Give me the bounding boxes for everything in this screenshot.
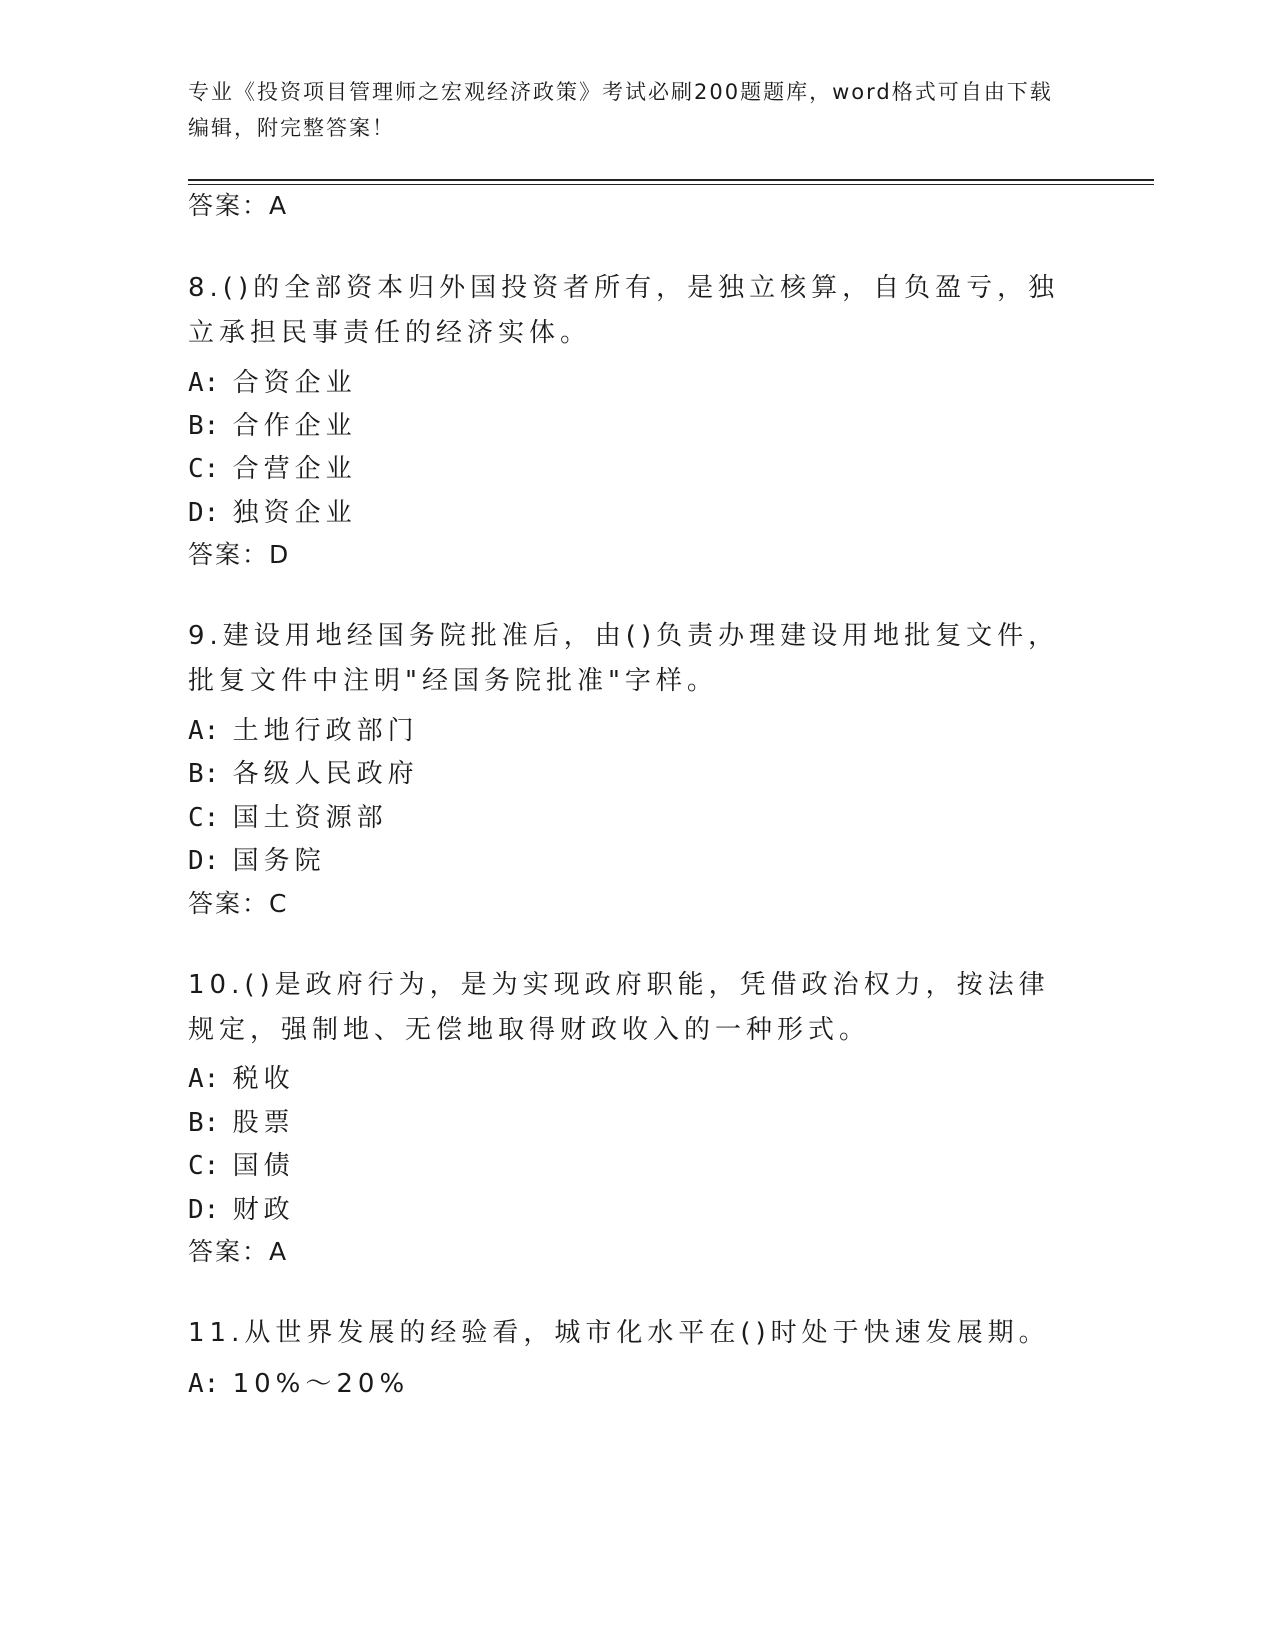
option-text: 土地行政部门 — [232, 716, 419, 746]
option-text: 合资企业 — [232, 368, 357, 398]
question-11-option-a — [188, 1363, 409, 1400]
question-9-option-a — [188, 710, 419, 747]
question-9-text: 9.建设用地经国务院批准后，由()负责办理建设用地批复文件，批复文件中注明"经国务院批准"字样。 — [188, 621, 1060, 696]
question-9-option-d — [188, 840, 326, 877]
question-10-text: 10.()是政府行为，是为实现政府职能，凭借政治权力，按法律规定，强制地、无偿地取得财政收入的一种形式。 — [188, 970, 1050, 1045]
answer-previous: 答案：A — [188, 191, 289, 220]
option-text: 国务院 — [232, 846, 326, 876]
question-10-option-d — [188, 1189, 295, 1226]
option-text: 各级人民政府 — [232, 759, 419, 789]
question-9-option-c — [188, 797, 388, 834]
question-10-answer: 答案：A — [188, 1237, 289, 1266]
option-text: 财政 — [232, 1195, 295, 1225]
option-key: D: — [188, 498, 220, 528]
option-key: D: — [188, 846, 220, 876]
option-text: 独资企业 — [232, 498, 357, 528]
option-key: C: — [188, 454, 220, 484]
question-8-option-b — [188, 405, 357, 442]
question-8-option-c — [188, 448, 357, 485]
question-11-text: 11.从世界发展的经验看，城市化水平在()时处于快速发展期。 — [188, 1318, 1050, 1348]
option-text: 国土资源部 — [232, 803, 388, 833]
option-text: 合作企业 — [232, 411, 357, 441]
option-key: A: — [188, 1064, 220, 1094]
question-8-option-d — [188, 492, 357, 529]
option-key: C: — [188, 803, 220, 833]
option-text: 税收 — [232, 1064, 295, 1094]
option-key: B: — [188, 1108, 220, 1138]
option-key: A: — [188, 368, 220, 398]
option-key: C: — [188, 1151, 220, 1181]
question-8-option-a — [188, 362, 357, 399]
question-8-answer: 答案：D — [188, 540, 291, 569]
option-key: A: — [188, 716, 220, 746]
question-10-option-b — [188, 1102, 295, 1139]
option-key: A: — [188, 1369, 220, 1399]
question-8-text: 8.()的全部资本归外国投资者所有，是独立核算，自负盈亏，独立承担民事责任的经济实体。 — [188, 273, 1060, 348]
option-text: 合营企业 — [232, 454, 357, 484]
option-text: 10%～20% — [232, 1369, 410, 1399]
question-10-option-c — [188, 1145, 295, 1182]
option-text: 国债 — [232, 1151, 295, 1181]
option-text: 股票 — [232, 1108, 295, 1138]
document-header: 专业《投资项目管理师之宏观经济政策》考试必刷200题题库，word格式可自由下载编辑，附完整答案！ — [188, 80, 1053, 140]
option-key: B: — [188, 759, 220, 789]
header-divider-thick — [188, 179, 1154, 181]
question-9-answer: 答案：C — [188, 889, 289, 918]
option-key: D: — [188, 1195, 220, 1225]
question-10-option-a — [188, 1058, 295, 1095]
header-divider-thin — [188, 184, 1154, 185]
question-9-option-b — [188, 753, 419, 790]
option-key: B: — [188, 411, 220, 441]
